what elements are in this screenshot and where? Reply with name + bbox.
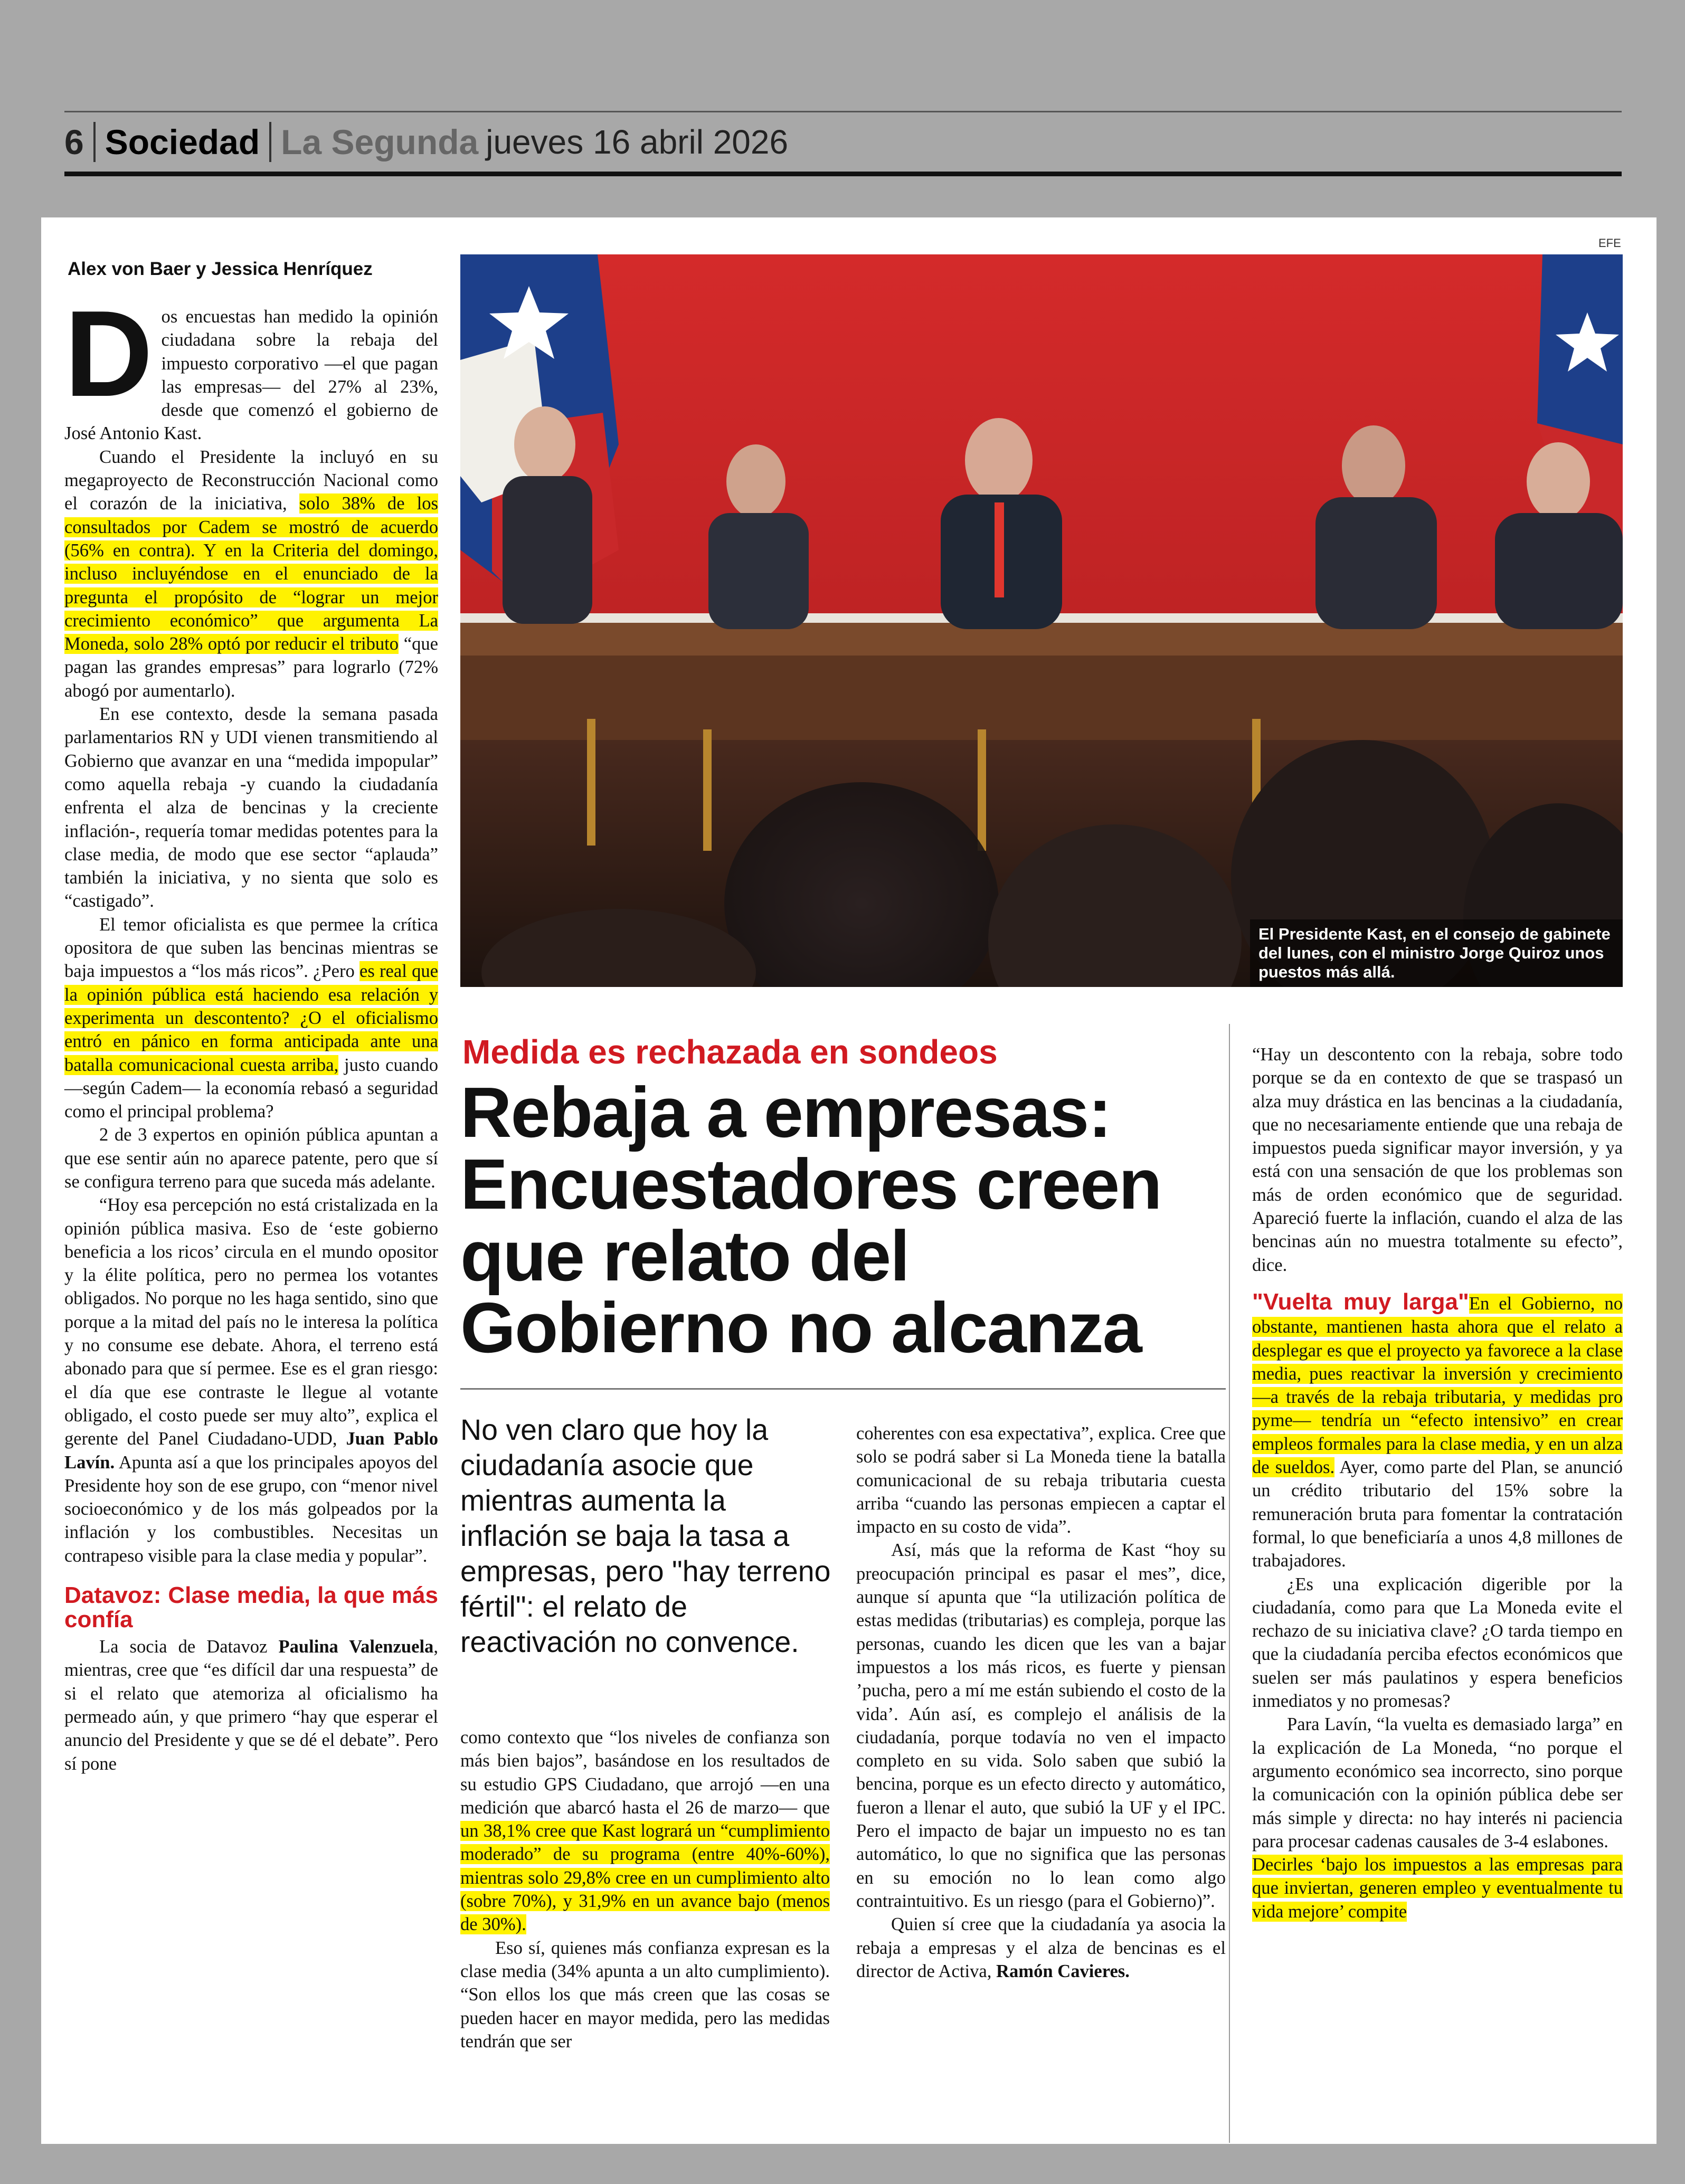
paragraph bbox=[64, 913, 438, 1124]
person-name: Paulina Valenzuela bbox=[278, 1637, 434, 1657]
text-run: Ayer, como parte del Plan, se anunció un crédito tributario del 15% sobre la remuneración bruta para fomentar la contratación formal, lo que beneficiaría a unos 4,8 millones de trabajadores. bbox=[1252, 1457, 1623, 1571]
text-run: os encuestas han medido la opinión ciudadana sobre la rebaja del impuesto corporativo —el que pagan las empresas— del 27% al 23%, desde que comenzó el gobierno de José Antonio Kast. bbox=[64, 307, 438, 444]
highlighted-text: En el Gobierno, no obstante, mantienen hasta ahora que el relato a desplegar es que el proyecto ya favorece a la clase media, pues reactivar la inversión y crecimiento —a través de la rebaja tributaria, y medidas pro pyme— tendría un “efecto intensivo” en crear empleos formales para la clase media, y en un alza de sueldos. bbox=[1252, 1293, 1623, 1478]
column-2 bbox=[460, 1726, 830, 2053]
cabinet-meeting-photo bbox=[460, 254, 1623, 987]
text-run: justo cuando —según Cadem— la economía rebasó a seguridad como el principal problema? bbox=[64, 1055, 438, 1122]
text-run: Apunta así a que los principales apoyos del Presidente hoy son de ese grupo, con “menor nivel socioeconómico y de los más golpeados por la inflación y los combustibles. Necesitas un contrapeso visible para la clase media y popular”. bbox=[64, 1452, 438, 1566]
text-run: El temor oficialista es que permee la crítica opositora de que suben las bencinas mientras se baja impuestos a “los más ricos”. ¿Pero bbox=[64, 914, 438, 982]
paragraph: En ese contexto, desde la semana pasada parlamentarios RN y UDI vienen transmitiendo al Gobierno que avanzar en una “medida impopular” como aquella rebaja -y cuando la ciudadanía enfrenta el alza de bencinas y la creciente inflación-, requería tomar medidas potentes para la clase media, de modo que ese sector “aplauda” también la iniciativa, y no sienta que solo es “castigado”. bbox=[64, 704, 438, 911]
kicker: Medida es rechazada en sondeos bbox=[462, 1033, 998, 1071]
paragraph bbox=[64, 1635, 438, 1775]
drop-cap: D bbox=[64, 286, 153, 422]
paragraph: “Hay un descontento con la rebaja, sobre todo porque se da en contexto de que se traspasó un alza muy drástica en las bencinas a la ciudadanía, que no necesariamente entiende que una rebaja de impuestos pueda significar mayor inversión, y ya está con una sensación de que los problemas son más de orden económico que de seguridad. Apareció fuerte la inflación, cuando el alza de las bencinas aún no muestra totalmente su efecto”, dice. bbox=[1252, 1044, 1623, 1275]
byline: Alex von Baer y Jessica Henríquez bbox=[68, 259, 373, 279]
person-name: Ramón Cavieres. bbox=[996, 1961, 1130, 1981]
paragraph bbox=[1252, 1853, 1623, 1923]
column-divider bbox=[1229, 1024, 1230, 2143]
photo-caption: El Presidente Kast, en el consejo de gabinete del lunes, con el ministro Jorge Quiroz unos puestos más allá. bbox=[1250, 919, 1623, 987]
column-3 bbox=[856, 1422, 1226, 1983]
column-4 bbox=[1252, 1043, 1623, 1923]
paragraph bbox=[460, 1726, 830, 1936]
paragraph: Así, más que la reforma de Kast “hoy su preocupación principal es pasar el mes”, dice, aunque sí apunta que “la utilización política de estas medidas (tributarias) es compleja, porque las personas, cuando les dicen que les van a bajar impuestos a los más ricos, es fuerte y piensan ’pucha, pero a mí me están subiendo el costo de la vida’. Aún así, es complejo el análisis de la ciudadanía, porque todavía no ven el impacto completo en su vida. Solo saben que subió la bencina, porque es un efecto directo y automático, fueron a llenar el auto, que subió la UF y el IPC. Pero el impacto de bajar un impuesto no es tan automático, lo que no significa que las personas en su emoción no lo lean como algo contraintuitivo. Es un riesgo (para el Gobierno)”. bbox=[856, 1540, 1226, 1911]
text-run: “Hoy esa percepción no está cristalizada en la opinión pública masiva. Eso de ‘este gobierno beneficia a los ricos’ circula en el mundo opositor y la élite política, pero no permea los votantes obligados. No porque no les haga sentido, sino que porque a la mitad del país no le interesa la política y no consume ese debate. Ahora, el terreno está abonado para que sí permee. Ese es el gran riesgo: el día que ese contraste le llegue al votante obligado, el costo puede ser muy alto”, explica el gerente del Panel Ciudadano-UDD, bbox=[64, 1195, 438, 1449]
person-name: Juan Pablo Lavín. bbox=[64, 1429, 438, 1473]
page-header bbox=[64, 111, 1622, 176]
headline-rule bbox=[460, 1388, 1226, 1390]
paragraph bbox=[1252, 1290, 1623, 1573]
highlighted-text: un 38,1% cree que Kast logrará un “cumplimiento moderado” de su programa (entre 40%-60%), mientras solo 29,8% cree en un cumplimiento alto (sobre 70%), y 31,9% en un avance bajo (menos de 30%). bbox=[460, 1821, 830, 1935]
text-run: Cuando el Presidente la incluyó en su megaproyecto de Reconstrucción Nacional como el corazón de la iniciativa, bbox=[64, 447, 438, 514]
paragraph bbox=[64, 1193, 438, 1568]
text-run: La socia de Datavoz bbox=[99, 1637, 279, 1657]
paragraph: 2 de 3 expertos en opinión pública apuntan a que ese sentir aún no aparece patente, pero que sí se configura terreno para que suceda más adelante. bbox=[64, 1125, 438, 1192]
highlighted-text: es real que la opinión pública está haciendo esa relación y experimenta un descontento? ¿O el oficialismo entró en pánico en forma anticipada ante una batalla comunicacional cuesta arriba, bbox=[64, 961, 438, 1075]
paragraph: Para Lavín, “la vuelta es demasiado larga” en la explicación de La Moneda, “no porque el argumento económico sea incorrecto, sino porque la comunicación con la opinión pública debe ser más simple y directa: no hay interés ni paciencia para procesar cadenas causales de 3-4 eslabones. bbox=[1252, 1714, 1623, 1851]
article-photo bbox=[460, 254, 1623, 987]
column-1 bbox=[64, 286, 439, 1775]
paragraph bbox=[64, 445, 438, 702]
page-number: 6 bbox=[64, 122, 84, 162]
deck: No ven claro que hoy la ciudadanía asocie que mientras aumenta la inflación se baja la tasa a empresas, pero "hay terreno fértil": el relato de reactivación no convence. bbox=[460, 1413, 831, 1658]
highlighted-text: solo 38% de los consultados por Cadem se mostró de acuerdo (56% en contra). Y en la Criteria del domingo, incluso incluyéndose en el enunciado de la pregunta el propósito de “lograr un mejor crecimiento económico” que argumenta La Moneda, solo 28% optó por reducir el tributo bbox=[64, 493, 438, 654]
publication-name: La Segunda bbox=[269, 122, 486, 162]
headline: Rebaja a empresas: Encuestadores creen que relato del Gobierno no alcanza bbox=[460, 1072, 1161, 1368]
paragraph: ¿Es una explicación digerible por la ciudadanía, como para que La Moneda evite el rechazo de su iniciativa clave? ¿O tarda tiempo en que la ciudadanía perciba efectos económicos que suelen ser más paulatinos y espera beneficios inmediatos y no promesas? bbox=[1252, 1574, 1623, 1712]
paragraph bbox=[856, 1913, 1226, 1983]
text-run: “que pagan las grandes empresas” para lograrlo (72% abogó por aumentarlo). bbox=[64, 634, 439, 701]
highlighted-text: Decirles ‘bajo los impuestos a las empresas para que inviertan, generen empleo y eventualmente tu vida mejore’ compite bbox=[1252, 1855, 1623, 1922]
issue-date: jueves 16 abril 2026 bbox=[486, 123, 789, 161]
section-name: Sociedad bbox=[93, 122, 269, 162]
paragraph: Eso sí, quienes más confianza expresan es la clase media (34% apunta a un alto cumplimiento). “Son ellos los que más creen que las cosas se pueden hacer en mayor medida, pero las medidas tendrán que ser bbox=[460, 1938, 830, 2052]
paragraph: coherentes con esa expectativa”, explica. Cree que solo se podrá saber si La Moneda tiene la batalla comunicacional de su rebaja tributaria cuesta arriba “cuando las personas empiecen a captar el impacto en su costo de vida”. bbox=[856, 1423, 1226, 1537]
text-run: como contexto que “los niveles de confianza son más bien bajos”, basándose en los resultados de su estudio GPS Ciudadano, que arrojó —en una medición que abarcó hasta el 26 de marzo— que bbox=[460, 1727, 830, 1818]
text-run: Quien sí cree que la ciudadanía ya asocia la rebaja a empresas y el alza de bencinas es el director de Activa, bbox=[856, 1914, 1226, 1981]
subhead-vuelta-larga: "Vuelta muy larga" bbox=[1252, 1288, 1469, 1315]
photo-credit: EFE bbox=[1598, 236, 1621, 250]
text-run: , mientras, cree que “es difícil dar una respuesta” de si el relato que atemoriza al oficialismo ha permeado aún, y que primero “hay que esperar el anuncio del Presidente y que se dé el debate”. Pero sí pone bbox=[64, 1637, 438, 1774]
subhead-datavoz: Datavoz: Clase media, la que más confía bbox=[64, 1582, 438, 1633]
lead-paragraph bbox=[64, 286, 438, 445]
